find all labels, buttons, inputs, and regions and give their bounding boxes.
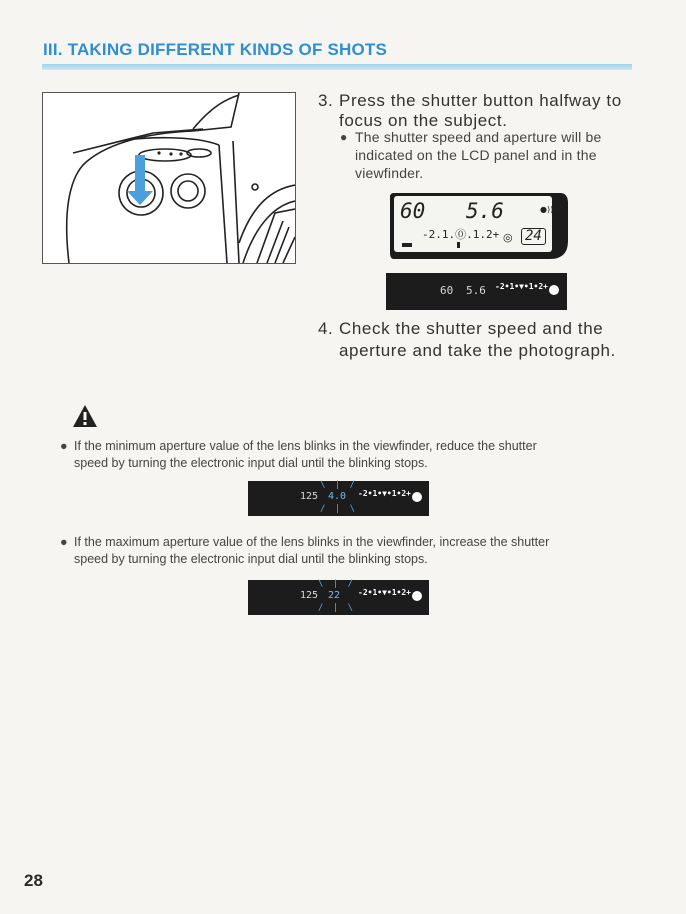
- lcd-aperture-value: 5.6: [466, 199, 504, 223]
- step-3-line-2: focus on the subject.: [339, 111, 508, 130]
- vf3-blink-rays-icon: \ | /: [318, 579, 356, 589]
- lcd-panel: [390, 193, 568, 259]
- vf2-blink-rays-bottom-icon: / | \: [320, 504, 358, 514]
- vf3-aperture-value: 22: [328, 590, 341, 601]
- lcd-frame-counter: 24: [521, 228, 546, 245]
- lcd-focus-indicator-icon: ◎: [503, 232, 513, 244]
- section-heading: III. TAKING DIFFERENT KINDS OF SHOTS: [43, 40, 388, 59]
- step-4-line-2: aperture and take the photograph.: [339, 341, 616, 360]
- svg-text:●))): ●))): [540, 205, 557, 214]
- step-3-number: 3.: [318, 91, 334, 110]
- bullet-dot-icon: ●: [60, 535, 68, 549]
- step-3-bullet-text: The shutter speed and aperture will be indicated on the LCD panel and in the viewfinder.: [355, 129, 602, 181]
- heading-rule: [42, 64, 632, 70]
- bullet-dot-icon: ●: [340, 130, 348, 144]
- vf3-exposure-scale: -2•1•▼•1•2+: [358, 588, 411, 597]
- vf2-shutter-value: 125: [300, 491, 319, 502]
- lcd-shutter-value: 60: [400, 199, 426, 223]
- page-number: 28: [24, 871, 43, 890]
- vf2-blink-rays-icon: \ | /: [320, 480, 358, 490]
- vf1-exposure-scale: -2•1•▼•1•2+: [495, 282, 548, 291]
- note-1-line-1: If the minimum aperture value of the lens blinks in the viewfinder, reduce the shutter: [74, 439, 537, 453]
- vf2-focus-dot-icon: [412, 492, 422, 502]
- vf1-shutter-value: 60: [440, 284, 454, 297]
- vf2-aperture-value: 4.0: [328, 491, 347, 502]
- vf3-shutter-value: 125: [300, 590, 319, 601]
- vf3-focus-dot-icon: [412, 591, 422, 601]
- vf3-blink-rays-bottom-icon: / | \: [318, 603, 356, 613]
- bullet-dot-icon: ●: [60, 439, 68, 453]
- lcd-exposure-scale: -2.1.⓪.1.2+: [422, 228, 500, 241]
- note-2-line-2: speed by turning the electronic input dial until the blinking stops.: [74, 552, 428, 566]
- note-1-line-2: speed by turning the electronic input dial until the blinking stops.: [74, 456, 428, 470]
- step-4-line-1: Check the shutter speed and the: [339, 319, 604, 338]
- camera-drawing-icon: [43, 93, 295, 263]
- step-4: [318, 318, 638, 362]
- vf1-focus-dot-icon: [549, 285, 559, 295]
- viewfinder-display-1: [386, 273, 567, 310]
- vf2-exposure-scale: -2•1•▼•1•2+: [358, 489, 411, 498]
- warning-icon: [72, 404, 98, 428]
- vf1-aperture-value: 5.6: [466, 284, 486, 297]
- note-minimum-aperture: [60, 438, 630, 474]
- step-4-number: 4.: [318, 319, 334, 338]
- step-3-line-1: Press the shutter button halfway to: [339, 91, 622, 110]
- note-maximum-aperture: [60, 534, 630, 570]
- camera-illustration: [42, 92, 296, 264]
- viewfinder-display-3: [248, 580, 429, 615]
- viewfinder-display-2: [248, 481, 429, 516]
- note-2-line-1: If the maximum aperture value of the lens blinks in the viewfinder, increase the shutter: [74, 535, 550, 549]
